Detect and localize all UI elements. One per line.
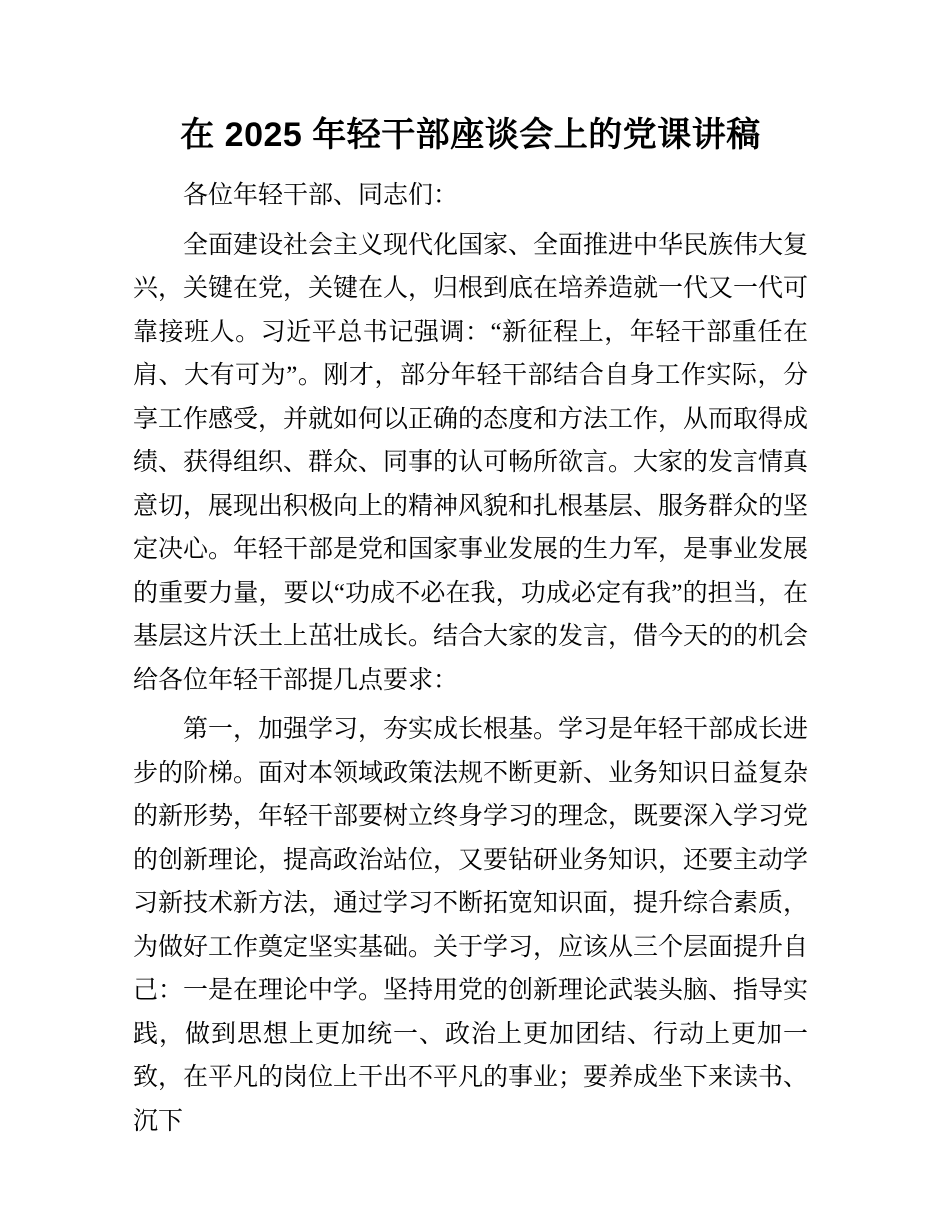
document-title: 在 2025 年轻干部座谈会上的党课讲稿 (180, 116, 761, 154)
salutation-line: 各位年轻干部、同志们： (183, 182, 459, 209)
paragraph-introduction: 全面建设社会主义现代化国家、全面推进中华民族伟大复兴，关键在党，关键在人，归根到底在培养造就一代又一代可靠接班人。习近平总书记强调：“新征程上，年轻干部重任在肩、大有可为”。刚才，部分年轻干部结合自身工作实际，分享工作感受，并就如何以正确的态度和方法工作，从而取得成绩、获得组织、群众、同事的认可畅所欲言。大家的发言情真意切，展现出积极向上的精神风貌和扎根基层、服务群众的坚定决心。年轻干部是党和国家事业发展的生力军，是事业发展的重要力量，要以“功成不必在我，功成必定有我”的担当，在基层这片沃土上茁壮成长。结合大家的发言，借今天的的机会给各位年轻干部提几点要求： (133, 231, 809, 694)
paragraph-first-requirement: 第一，加强学习，夯实成长根基。学习是年轻干部成长进步的阶梯。面对本领域政策法规不断更新、业务知识日益复杂的新形势，年轻干部要树立终身学习的理念，既要深入学习党的创新理论，提高政治站位，又要钻研业务知识，还要主动学习新技术新方法，通过学习不断拓宽知识面，提升综合素质，为做好工作奠定坚实基础。关于学习，应该从三个层面提升自己：一是在理论中学。坚持用党的创新理论武装头脑、指导实践，做到思想上更加统一、政治上更加团结、行动上更加一致，在平凡的岗位上干出不平凡的事业；要养成坐下来读书、沉下 (133, 716, 809, 1135)
document-body (133, 0, 808, 1143)
